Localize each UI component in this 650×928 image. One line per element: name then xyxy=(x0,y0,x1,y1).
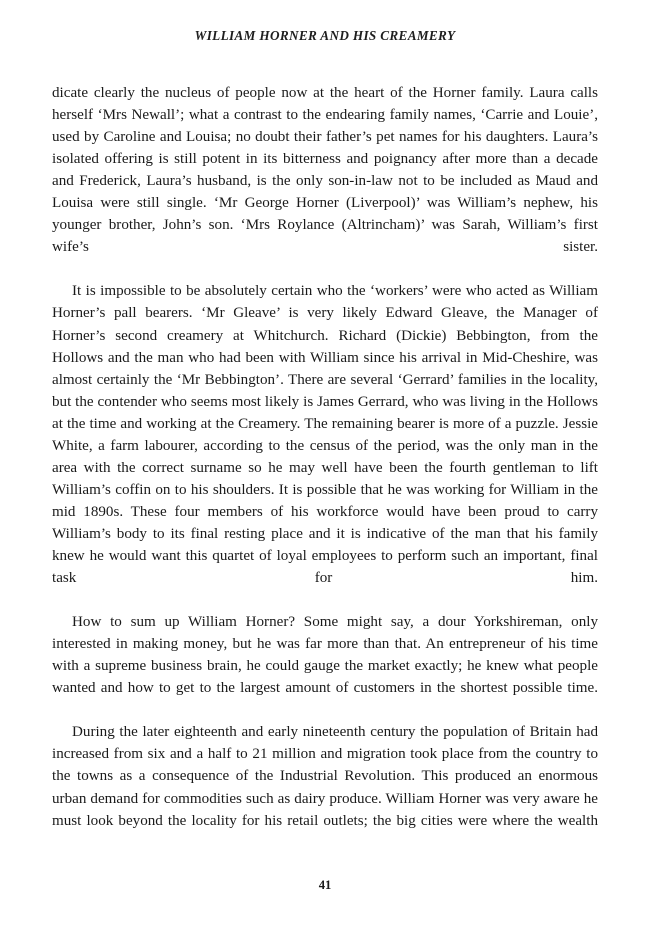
body-paragraph: dicate clearly the nucleus of people now at the heart of the Horner family. Laura calls herself ‘Mrs Newall’; what a contrast to the endearing family names, ‘Carrie and Louie’, used by Caroline and Louisa; no doubt their father’s pet names for his daughters. Laura’s isolated offering is still potent in its bitterness and poignancy after more than a decade and Frederick, Laura’s husband, is the only son-in-law not to be included as Maud and Louisa were still single. ‘Mr George Horner (Liverpool)’ was William’s nephew, his younger brother, John’s son. ‘Mrs Roylance (Altrincham)’ was Sarah, William’s first wife’s sister. xyxy=(52,85,598,256)
body-paragraph: During the later eighteenth and early nineteenth century the population of Britain had increased from six and a half to 21 million and migration took place from the country to the towns as a consequence of the Industrial Revolution. This produced an enormous urban demand for commodities such as dairy produce. William Horner was very aware he must look beyond the locality for his retail outlets; the big cities were where the wealth xyxy=(52,724,598,829)
body-paragraph: It is impossible to be absolutely certain who the ‘workers’ were who acted as William Horner’s pall bearers. ‘Mr Gleave’ is very likely Edward Gleave, the Manager of Horner’s second creamery at Whitchurch. Richard (Dickie) Bebbington, from the Hollows and the man who had been with William since his arrival in Mid-Cheshire, was almost certainly the ‘Mr Bebbington’. There are several ‘Gerrard’ families in the locality, but the contender who seems most likely is James Gerrard, who was living in the Hollows at the time and working at the Creamery. The remaining bearer is more of a puzzle. Jessie White, a farm labourer, according to the census of the period, was the only man in the area with the correct surname so he may well have been the fourth gentleman to lift William’s coffin on to his shoulders. It is possible that he was working for William in the mid 1890s. These four members of his workforce would have been proud to carry William’s body to its final resting place and it is indicative of the man that his family knew he would want this quartet of loyal employees to perform such an important, final task for him. xyxy=(52,283,598,587)
page-number: 41 xyxy=(318,878,332,892)
body-paragraph: How to sum up William Horner? Some might say, a dour Yorkshireman, only interested in making money, but he was far more than that. An entrepreneur of his time with a supreme business brain, he could gauge the market exactly; he knew what people wanted and how to get to the largest amount of customers in the shortest possible time. xyxy=(52,614,598,697)
body-text-block xyxy=(52,82,598,854)
running-head: WILLIAM HORNER AND HIS CREAMERY xyxy=(194,28,456,43)
